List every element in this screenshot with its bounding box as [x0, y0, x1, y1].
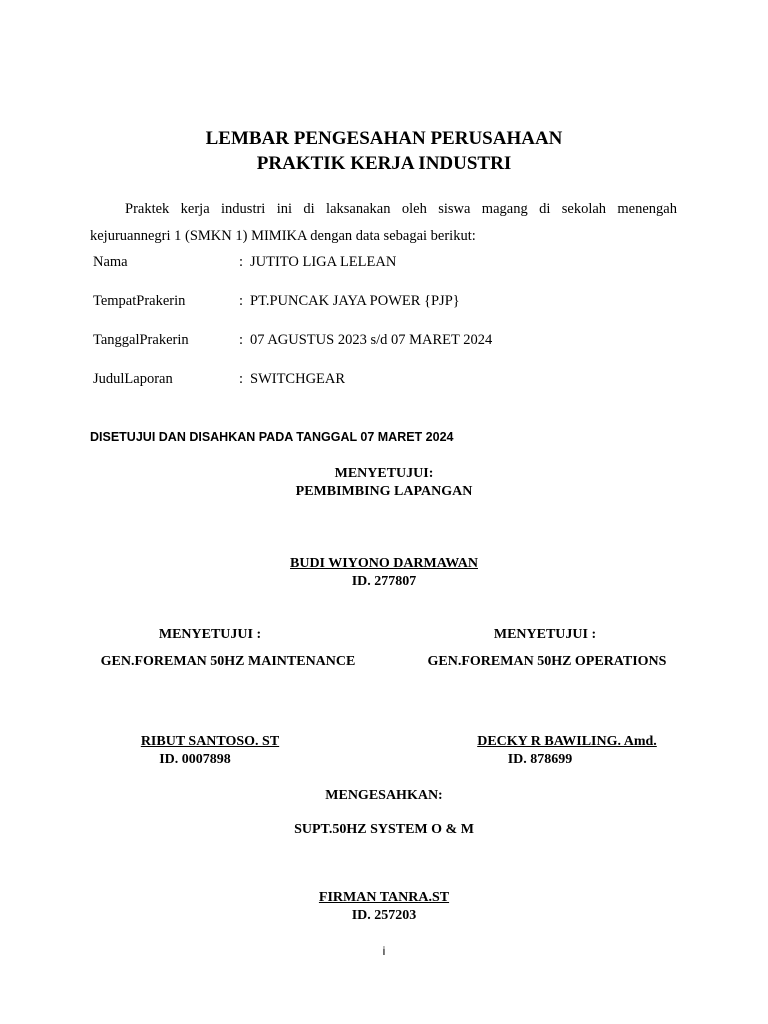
detail-value: 07 AGUSTUS 2023 s/d 07 MARET 2024: [250, 332, 493, 348]
left-role: GEN.FOREMAN 50HZ MAINTENANCE: [100, 654, 356, 669]
detail-label: TempatPrakerin: [93, 293, 186, 309]
intro-paragraph: [90, 196, 677, 250]
intro-line-1: Praktek kerja industri ini di laksanakan oleh siswa magang di sekolah menengah: [125, 201, 677, 217]
ratifier-heading: MENGESAHKAN:: [325, 788, 443, 803]
ratifier-id: ID. 257203: [351, 908, 417, 923]
supervisor-name-wrap: [234, 556, 534, 572]
detail-colon: :: [239, 332, 244, 348]
right-heading: MENYETUJUI :: [493, 627, 597, 642]
right-role: GEN.FOREMAN 50HZ OPERATIONS: [427, 654, 667, 669]
document-subtitle: PRAKTIK KERJA INDUSTRI: [256, 153, 512, 174]
detail-label: TanggalPrakerin: [93, 332, 189, 348]
page-number: i: [382, 944, 386, 958]
detail-label: JudulLaporan: [93, 371, 173, 387]
detail-colon: :: [239, 293, 244, 309]
ratifier-role: SUPT.50HZ SYSTEM O & M: [294, 822, 474, 837]
left-name: RIBUT SANTOSO. ST: [140, 734, 280, 749]
detail-value: SWITCHGEAR: [250, 371, 346, 387]
detail-colon: :: [239, 254, 244, 270]
detail-value: PT.PUNCAK JAYA POWER {PJP}: [250, 293, 460, 309]
supervisor-heading: MENYETUJUI:: [334, 466, 434, 481]
detail-value: JUTITO LIGA LELEAN: [250, 254, 397, 270]
supervisor-id: ID. 277807: [351, 574, 417, 589]
supervisor-name: BUDI WIYONO DARMAWAN: [290, 556, 478, 571]
left-id: ID. 0007898: [159, 752, 231, 767]
left-name-wrap: [120, 734, 300, 750]
approval-statement: DISETUJUI DAN DISAHKAN PADA TANGGAL 07 MARET 2024: [90, 430, 454, 444]
supervisor-role: PEMBIMBING LAPANGAN: [295, 484, 473, 499]
right-name: DECKY R BAWILING. Amd.: [477, 734, 657, 749]
right-id: ID. 878699: [507, 752, 573, 767]
ratifier-name: FIRMAN TANRA.ST: [318, 890, 450, 905]
intro-line-2: kejuruannegri 1 (SMKN 1) MIMIKA dengan data sebagai berikut:: [90, 228, 476, 244]
ratifier-name-wrap: [234, 890, 534, 906]
left-heading: MENYETUJUI :: [158, 627, 262, 642]
detail-label: Nama: [93, 254, 128, 270]
document-title: LEMBAR PENGESAHAN PERUSAHAAN: [205, 128, 563, 149]
detail-colon: :: [239, 371, 244, 387]
right-name-wrap: [462, 734, 672, 750]
